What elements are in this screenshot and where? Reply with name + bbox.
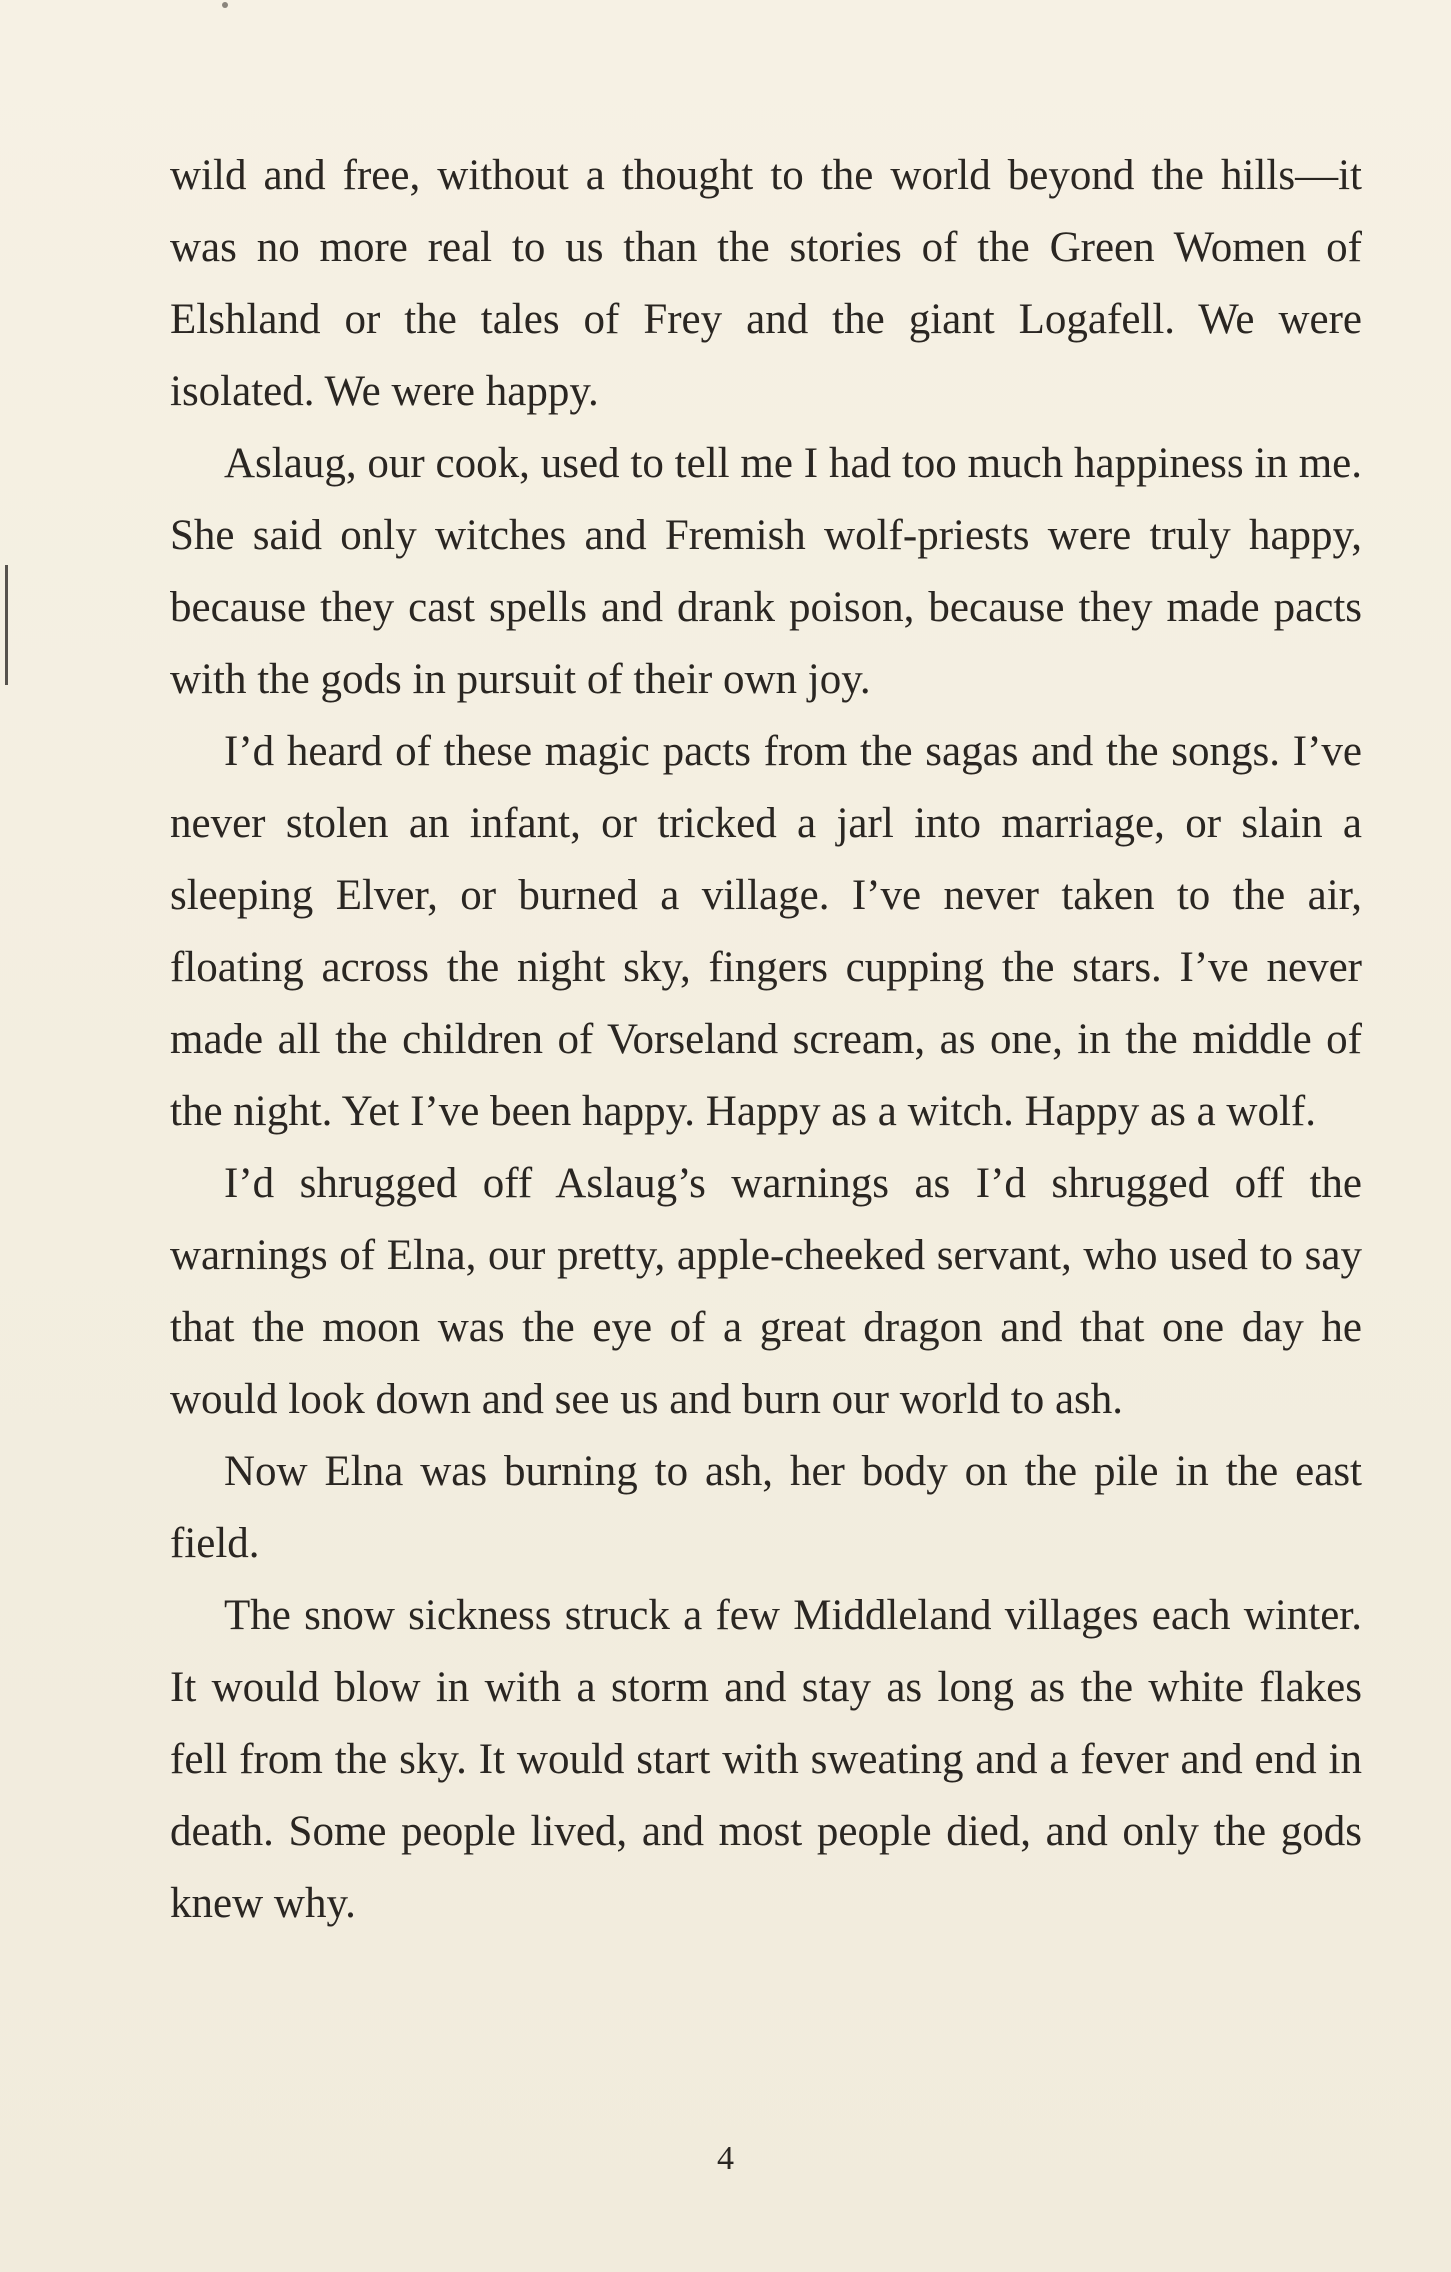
body-text bbox=[170, 140, 1362, 1940]
page-number: 4 bbox=[717, 2140, 734, 2177]
paragraph-2: Aslaug, our cook, used to tell me I had too much happiness in me. She said only witches and Fremish wolf-priests were truly happy, because they cast spells and drank poison, because they made pacts with the gods in pursuit of their own joy. bbox=[170, 440, 1362, 703]
scan-edge-mark bbox=[5, 565, 8, 685]
paragraph-6: The snow sickness struck a few Middleland villages each winter. It would blow in with a storm and stay as long as the white flakes fell from the sky. It would start with sweating and a fever and end in death. Some people lived, and most people died, and only the gods knew why. bbox=[170, 1592, 1362, 1927]
paragraph-3: I’d heard of these magic pacts from the sagas and the songs. I’ve never stolen an infant, or tricked a jarl into marriage, or slain a sleeping Elver, or burned a village. I’ve never taken to the air, floating across the night sky, fingers cupping the stars. I’ve never made all the children of Vorseland scream, as one, in the middle of the night. Yet I’ve been happy. Happy as a witch. Happy as a wolf. bbox=[170, 728, 1362, 1135]
scan-speck bbox=[222, 2, 228, 8]
paragraph-5: Now Elna was burning to ash, her body on the pile in the east field. bbox=[170, 1448, 1362, 1567]
paragraph-4: I’d shrugged off Aslaug’s warnings as I’d shrugged off the warnings of Elna, our pretty, apple-cheeked servant, who used to say that the moon was the eye of a great dragon and that one day he would look down and see us and burn our world to ash. bbox=[170, 1160, 1362, 1423]
paragraph-1: wild and free, without a thought to the world beyond the hills—it was no more real to us than the stories of the Green Women of Elshland or the tales of Frey and the giant Logafell. We were isolated. We were happy. bbox=[170, 152, 1362, 415]
